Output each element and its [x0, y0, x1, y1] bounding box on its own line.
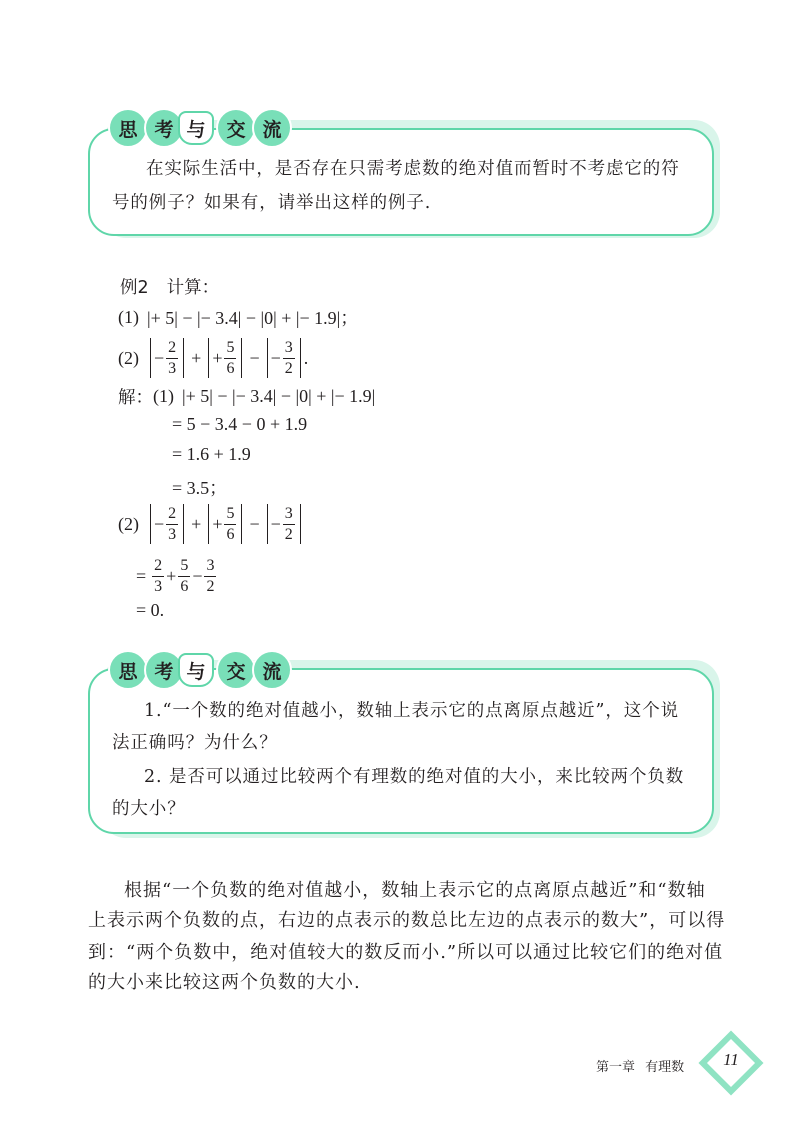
body-line-3: 到：“两个负数中，绝对值较大的数反而小.”所以可以通过比较它们的绝对值 [88, 942, 724, 963]
numerator: 2 [168, 338, 177, 356]
solution-label: 解： [118, 388, 153, 408]
denominator: 3 [168, 525, 177, 543]
numerator: 2 [168, 504, 177, 522]
numerator: 3 [284, 504, 293, 522]
numerator: 5 [226, 504, 235, 522]
example-task: 计算： [166, 278, 220, 298]
badge-char: 与 [178, 653, 214, 687]
minus-sign: − [192, 565, 203, 586]
body-line-4: 的大小来比较这两个负数的大小. [88, 972, 361, 993]
abs-bar [150, 338, 151, 378]
denominator: 6 [226, 525, 235, 543]
badge-char: 考 [144, 650, 184, 690]
problem-2 [118, 336, 308, 380]
problem-1-expression: |+ 5| − |− 3.4| − |0| + |− 1.9|； [147, 308, 359, 328]
badge-char: 流 [252, 650, 292, 690]
equals-sign: = [136, 565, 147, 586]
problem-2-label: (2) [118, 347, 139, 368]
fraction-2-3 [166, 506, 178, 543]
minus-sign: − [270, 513, 281, 534]
discussion-badges-1 [108, 108, 288, 148]
numerator: 3 [206, 556, 215, 574]
body-line-2: 上表示两个负数的点，右边的点表示的数总比左边的点表示的数大”，可以得 [88, 910, 726, 931]
plus-sign: + [166, 565, 177, 586]
plus-sign: + [212, 347, 223, 368]
fraction-3-2 [283, 506, 295, 543]
abs-bar [241, 338, 242, 378]
solution-2-label: (2) [118, 513, 139, 534]
fraction-2-3 [166, 340, 178, 377]
fraction-3-2 [283, 340, 295, 377]
solution-1-step-2: = 1.6 + 1.9 [172, 444, 251, 464]
badge-char: 与 [178, 111, 214, 145]
fraction-5-6 [178, 558, 190, 595]
numerator: 5 [226, 338, 235, 356]
fraction-2-3 [152, 558, 164, 595]
question-1-line-1: 1.“一个数的绝对值越小，数轴上表示它的点离原点越近”，这个说 [144, 701, 679, 721]
problem-1-label: (1) [118, 306, 139, 327]
numerator: 2 [154, 556, 163, 574]
abs-bar [183, 338, 184, 378]
abs-bar [300, 338, 301, 378]
abs-bar [300, 504, 301, 544]
denominator: 2 [284, 525, 293, 543]
fraction-5-6 [224, 340, 236, 377]
example-title: 例2 [120, 278, 149, 298]
minus-sign: − [249, 347, 260, 368]
abs-bar [183, 504, 184, 544]
discussion-badges-2 [108, 650, 288, 690]
abs-bar [208, 338, 209, 378]
badge-char: 交 [216, 108, 256, 148]
chapter-label: 第一章 有理数 [596, 1060, 685, 1075]
solution-1 [118, 384, 375, 409]
denominator: 3 [154, 577, 163, 595]
problem-1 [118, 304, 358, 330]
discussion-1-line-1: 在实际生活中，是否存在只需考虑数的绝对值而暂时不考虑它的符 [146, 159, 680, 179]
solution-1-label: (1) [153, 386, 174, 406]
denominator: 2 [284, 359, 293, 377]
plus-sign: + [191, 513, 202, 534]
minus-sign: − [154, 513, 165, 534]
minus-sign: − [249, 513, 260, 534]
question-1-line-2: 法正确吗？为什么？ [112, 733, 278, 753]
badge-char: 流 [252, 108, 292, 148]
numerator: 5 [180, 556, 189, 574]
denominator: 6 [226, 359, 235, 377]
badge-char: 考 [144, 108, 184, 148]
problem-2-tail: . [303, 347, 309, 368]
abs-bar [267, 504, 268, 544]
plus-sign: + [191, 347, 202, 368]
abs-bar [267, 338, 268, 378]
badge-char: 思 [108, 650, 148, 690]
discussion-1-line-2: 号的例子？如果有，请举出这样的例子. [112, 193, 432, 213]
solution-2-step-1 [136, 554, 218, 598]
solution-2 [118, 502, 304, 546]
abs-bar [208, 504, 209, 544]
abs-bar [241, 504, 242, 544]
minus-sign: − [154, 347, 165, 368]
page-number: 11 [723, 1050, 739, 1069]
minus-sign: − [270, 347, 281, 368]
denominator: 2 [206, 577, 215, 595]
solution-2-final: = 0. [136, 600, 165, 620]
plus-sign: + [212, 513, 223, 534]
fraction-3-2 [204, 558, 216, 595]
example-heading [120, 274, 219, 299]
body-line-1: 根据“一个负数的绝对值越小，数轴上表示它的点离原点越近”和“数轴 [124, 880, 706, 901]
question-2-line-1: 2. 是否可以通过比较两个有理数的绝对值的大小，来比较两个负数 [144, 767, 685, 787]
solution-1-step-1: = 5 − 3.4 − 0 + 1.9 [172, 414, 308, 434]
solution-1-expression: |+ 5| − |− 3.4| − |0| + |− 1.9| [182, 386, 376, 406]
badge-char: 思 [108, 108, 148, 148]
numerator: 3 [284, 338, 293, 356]
question-2-line-2: 的大小？ [112, 799, 186, 819]
abs-bar [150, 504, 151, 544]
badge-char: 交 [216, 650, 256, 690]
denominator: 3 [168, 359, 177, 377]
solution-1-step-3: = 3.5； [172, 478, 228, 498]
denominator: 6 [180, 577, 189, 595]
fraction-5-6 [224, 506, 236, 543]
